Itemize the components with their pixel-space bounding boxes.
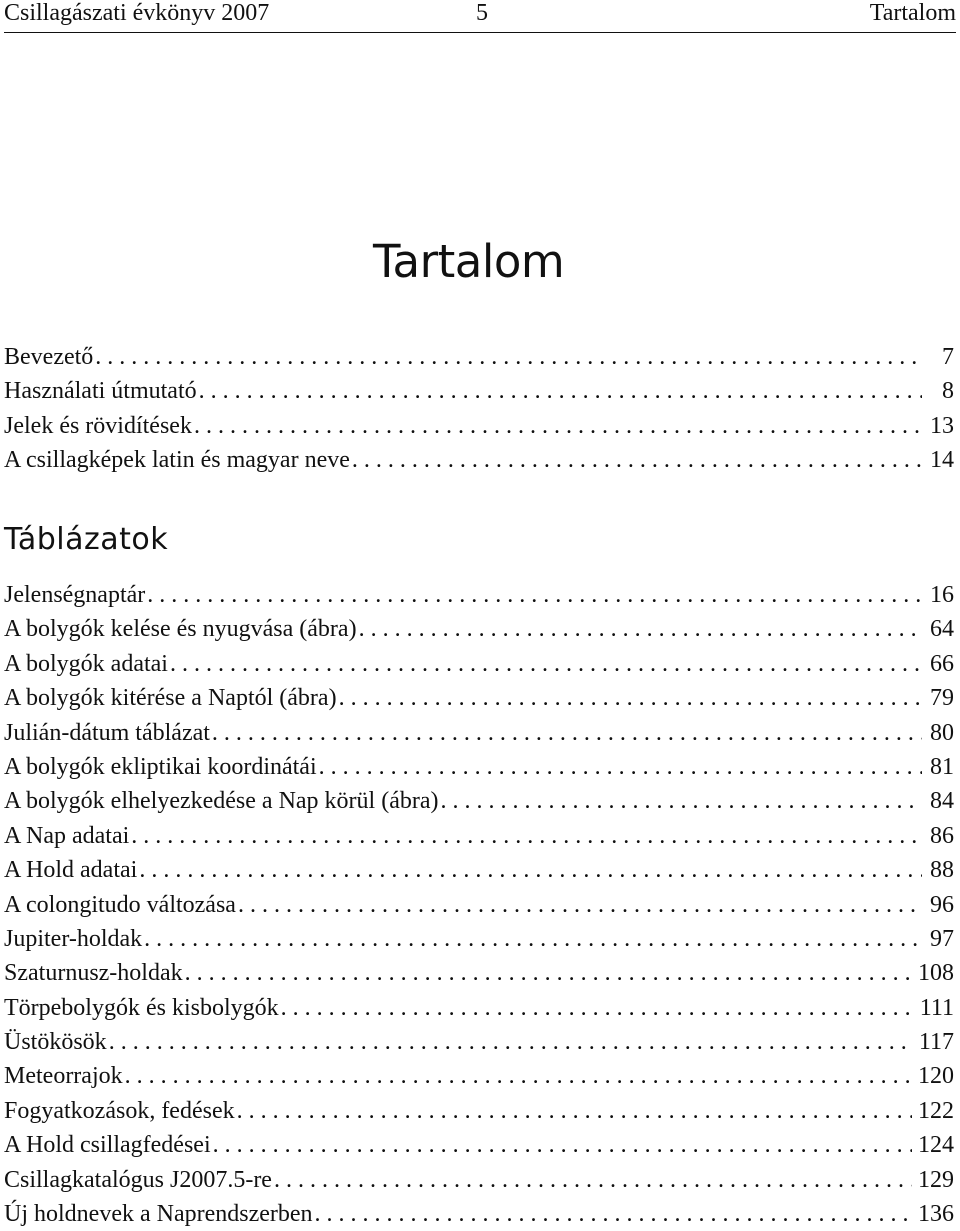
toc-entry[interactable] xyxy=(4,578,954,612)
toc-entry[interactable] xyxy=(4,1094,954,1128)
toc-entry-page-number: 80 xyxy=(930,719,954,746)
toc-entry-label: Fogyatkozások, fedések xyxy=(4,1097,235,1124)
toc-entry-page-number: 84 xyxy=(930,788,954,815)
dot-leader xyxy=(339,681,922,715)
intro-toc-list xyxy=(4,340,954,478)
toc-entry[interactable] xyxy=(4,819,954,853)
dot-leader xyxy=(185,956,912,990)
toc-entry[interactable] xyxy=(4,716,954,750)
dot-leader xyxy=(441,784,923,818)
toc-entry[interactable] xyxy=(4,784,954,818)
toc-entry[interactable] xyxy=(4,1197,954,1231)
toc-entry-label: Julián-dátum táblázat xyxy=(4,719,210,746)
toc-entry-label: A colongitudo változása xyxy=(4,891,236,918)
toc-entry-page-number: 13 xyxy=(930,412,954,439)
toc-entry-page-number: 136 xyxy=(918,1201,954,1228)
toc-entry[interactable] xyxy=(4,888,954,922)
toc-entry-page-number: 81 xyxy=(930,753,954,780)
dot-leader xyxy=(109,1025,913,1059)
dot-leader xyxy=(147,578,922,612)
toc-entry-page-number: 66 xyxy=(930,650,954,677)
toc-entry-page-number: 117 xyxy=(918,1029,954,1056)
toc-entry-page-number: 97 xyxy=(930,925,954,952)
dot-leader xyxy=(319,750,922,784)
toc-entry[interactable] xyxy=(4,647,954,681)
toc-entry-label: A bolygók kitérése a Naptól (ábra) xyxy=(4,685,337,712)
toc-entry[interactable] xyxy=(4,681,954,715)
toc-entry[interactable] xyxy=(4,612,954,646)
dot-leader xyxy=(170,647,922,681)
dot-leader xyxy=(131,819,922,853)
dot-leader xyxy=(95,340,922,374)
dot-leader xyxy=(144,922,922,956)
toc-entry-page-number: 88 xyxy=(930,857,954,884)
toc-entry-label: A Hold csillagfedései xyxy=(4,1132,211,1159)
toc-entry[interactable] xyxy=(4,374,954,408)
toc-entry-label: Csillagkatalógus J2007.5-re xyxy=(4,1166,272,1193)
toc-entry-label: A Hold adatai xyxy=(4,857,138,884)
toc-entry[interactable] xyxy=(4,409,954,443)
toc-entry[interactable] xyxy=(4,956,954,990)
toc-entry-label: Jelenségnaptár xyxy=(4,582,146,608)
toc-entry-page-number: 64 xyxy=(930,616,954,643)
toc-entry-page-number: 108 xyxy=(918,960,954,987)
dot-leader xyxy=(199,374,922,408)
dot-leader xyxy=(212,716,922,750)
toc-entry[interactable] xyxy=(4,922,954,956)
page-title: Tartalom xyxy=(373,235,565,288)
toc-entry[interactable] xyxy=(4,1059,954,1093)
toc-entry-page-number: 86 xyxy=(930,822,954,849)
toc-entry-label: Üstökösök xyxy=(4,1029,107,1056)
toc-entry[interactable] xyxy=(4,1025,954,1059)
toc-entry-page-number: 96 xyxy=(930,891,954,918)
toc-entry-page-number: 79 xyxy=(930,685,954,712)
toc-entry-label: A bolygók adatai xyxy=(4,650,168,677)
dot-leader xyxy=(194,409,922,443)
toc-entry-page-number: 16 xyxy=(930,582,954,608)
toc-entry-label: Használati útmutató xyxy=(4,378,197,405)
toc-entry-page-number: 120 xyxy=(918,1063,954,1090)
tables-toc-list xyxy=(4,578,954,1231)
toc-entry-label: Szaturnusz-holdak xyxy=(4,960,183,987)
toc-entry-page-number: 122 xyxy=(918,1097,954,1124)
dot-leader xyxy=(139,853,922,887)
dot-leader xyxy=(237,1094,912,1128)
dot-leader xyxy=(238,888,922,922)
toc-entry-label: Jelek és rövidítések xyxy=(4,412,192,439)
toc-entry-page-number: 111 xyxy=(919,994,954,1021)
page-number: 5 xyxy=(476,0,488,26)
dot-leader xyxy=(315,1197,912,1231)
toc-entry-page-number: 8 xyxy=(942,378,954,405)
dot-leader xyxy=(125,1059,912,1093)
section-heading-tablazatok: Táblázatok xyxy=(4,522,169,557)
book-title: Csillagászati évkönyv 2007 xyxy=(4,0,270,26)
toc-entry-label: A bolygók elhelyezkedése a Nap körül (ábra) xyxy=(4,788,439,815)
toc-entry-page-number: 14 xyxy=(930,447,954,474)
dot-leader xyxy=(213,1128,912,1162)
toc-entry[interactable] xyxy=(4,750,954,784)
toc-entry-page-number: 124 xyxy=(918,1132,954,1159)
toc-entry-label: A csillagképek latin és magyar neve xyxy=(4,447,350,474)
toc-entry[interactable] xyxy=(4,853,954,887)
toc-entry[interactable] xyxy=(4,1163,954,1197)
dot-leader xyxy=(274,1163,912,1197)
header-rule xyxy=(4,32,956,33)
toc-entry-label: A Nap adatai xyxy=(4,822,130,849)
toc-entry[interactable] xyxy=(4,991,954,1025)
toc-entry[interactable] xyxy=(4,443,954,477)
toc-entry-label: A bolygók kelése és nyugvása (ábra) xyxy=(4,616,357,643)
toc-entry-label: Törpebolygók és kisbolygók xyxy=(4,994,279,1021)
dot-leader xyxy=(359,612,922,646)
toc-entry-label: Jupiter-holdak xyxy=(4,925,143,952)
toc-entry-label: Bevezető xyxy=(4,344,94,370)
chapter-name: Tartalom xyxy=(869,0,956,26)
toc-entry-page-number: 129 xyxy=(918,1166,954,1193)
toc-entry[interactable] xyxy=(4,340,954,374)
toc-entry-label: A bolygók ekliptikai koordinátái xyxy=(4,753,317,780)
dot-leader xyxy=(352,443,922,477)
toc-entry-page-number: 7 xyxy=(942,344,954,370)
toc-entry[interactable] xyxy=(4,1128,954,1162)
dot-leader xyxy=(281,991,914,1025)
toc-entry-label: Meteorrajok xyxy=(4,1063,123,1090)
running-head xyxy=(4,0,956,30)
toc-entry-label: Új holdnevek a Naprendszerben xyxy=(4,1201,313,1228)
